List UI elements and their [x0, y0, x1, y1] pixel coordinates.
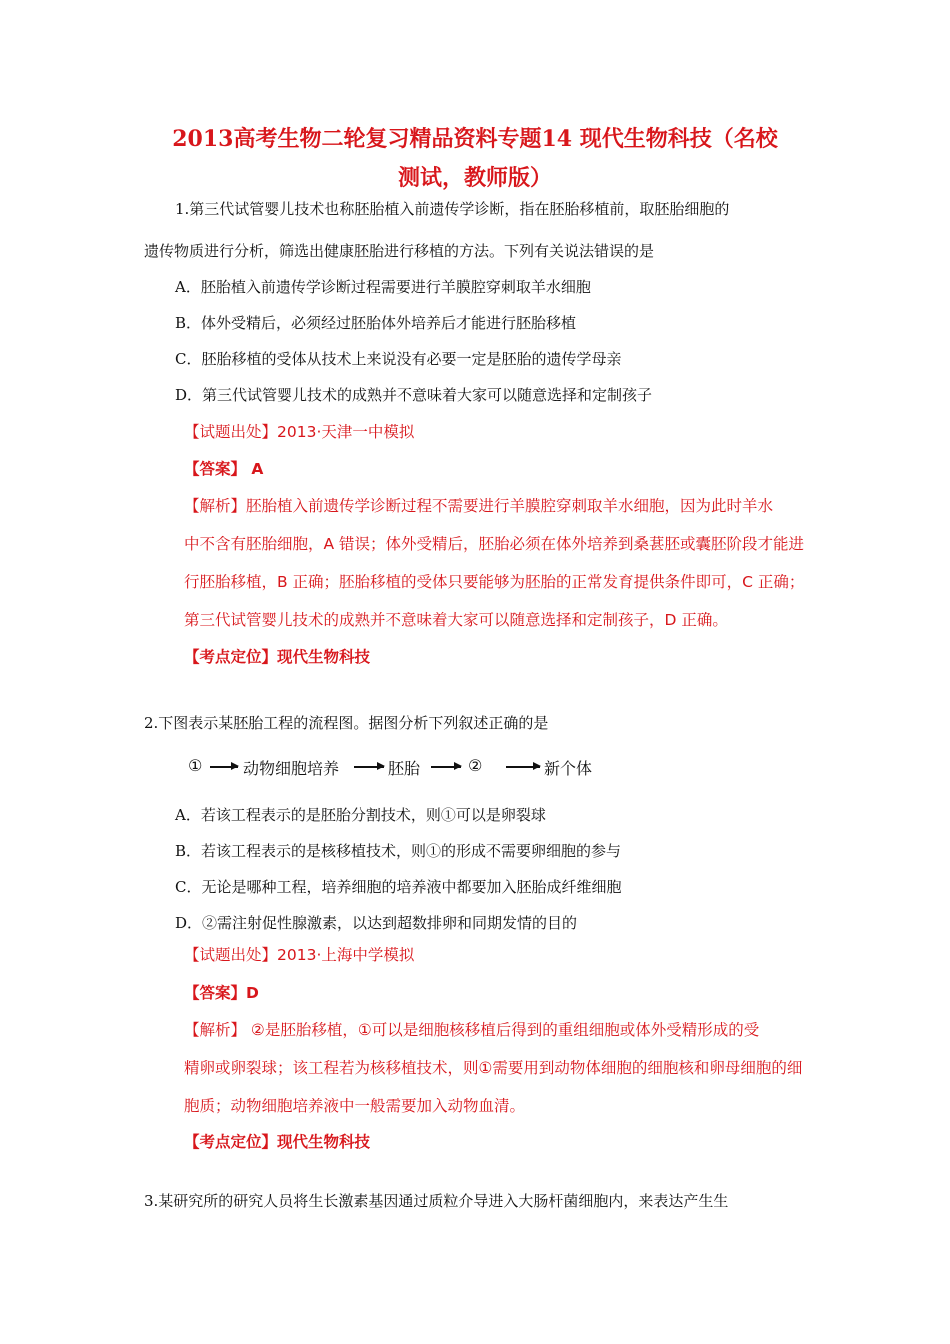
- q2-flow-diagram: [188, 752, 608, 782]
- q2-kaodian: 【考点定位】现代生物科技: [184, 1133, 371, 1151]
- q1-stem-line1: 1.第三代试管婴儿技术也称胚胎植入前遗传学诊断，指在胚胎移植前，取胚胎细胞的: [175, 200, 730, 218]
- q1-option-c: C．胚胎移植的受体从技术上来说没有必要一定是胚胎的遗传学母亲: [175, 350, 622, 368]
- q1-answer: 【答案】 A: [184, 460, 264, 478]
- q1-option-d: D．第三代试管婴儿技术的成熟并不意味着大家可以随意选择和定制孩子: [175, 386, 653, 404]
- q1-analysis-line1: 【解析】胚胎植入前遗传学诊断过程不需要进行羊膜腔穿刺取羊水细胞，因为此时羊水: [184, 497, 774, 515]
- q2-answer: 【答案】D: [184, 984, 259, 1002]
- q1-option-b: B．体外受精后，必须经过胚胎体外培养后才能进行胚胎移植: [175, 314, 577, 332]
- q2-option-d: D．②需注射促性腺激素，以达到超数排卵和同期发情的目的: [175, 914, 578, 932]
- flow-step-3: 胚胎: [388, 759, 421, 778]
- flow-arrow-icon: [210, 766, 238, 768]
- flow-arrow-icon: [354, 766, 384, 768]
- q2-option-a: A．若该工程表示的是胚胎分割技术，则①可以是卵裂球: [175, 806, 546, 824]
- q2-source: 【试题出处】2013·上海中学模拟: [184, 946, 415, 964]
- flow-step-4: ②: [468, 756, 483, 775]
- document-title-line2: 测试，教师版）: [397, 165, 552, 191]
- q1-analysis-line4: 第三代试管婴儿技术的成熟并不意味着大家可以随意选择和定制孩子，D 正确。: [184, 611, 728, 629]
- flow-arrow-icon: [506, 766, 540, 768]
- q1-analysis-line2: 中不含有胚胎细胞，A 错误；体外受精后，胚胎必须在体外培养到桑葚胚或囊胚阶段才能进: [184, 535, 805, 553]
- q2-analysis-line2: 精卵或卵裂球；该工程若为核移植技术，则①需要用到动物体细胞的细胞核和卵母细胞的细: [184, 1059, 803, 1077]
- q1-stem-line2: 遗传物质进行分析，筛选出健康胚胎进行移植的方法。下列有关说法错误的是: [144, 242, 655, 260]
- flow-arrow-icon: [431, 766, 461, 768]
- q2-analysis-line3: 胞质；动物细胞培养液中一般需要加入动物血清。: [184, 1097, 526, 1115]
- document-title-line1: 2013高考生物二轮复习精品资料专题14 现代生物科技（名校: [172, 126, 778, 152]
- q3-stem: 3.某研究所的研究人员将生长激素基因通过质粒介导进入大肠杆菌细胞内，来表达产生生: [144, 1192, 729, 1210]
- q1-source: 【试题出处】2013·天津一中模拟: [184, 423, 415, 441]
- q1-option-a: A．胚胎植入前遗传学诊断过程需要进行羊膜腔穿刺取羊水细胞: [175, 278, 591, 296]
- q2-option-c: C．无论是哪种工程，培养细胞的培养液中都要加入胚胎成纤维细胞: [175, 878, 622, 896]
- q2-stem: 2.下图表示某胚胎工程的流程图。据图分析下列叙述正确的是: [144, 714, 549, 732]
- flow-step-2: 动物细胞培养: [243, 759, 340, 778]
- flow-step-5: 新个体: [544, 759, 593, 778]
- q2-option-b: B．若该工程表示的是核移植技术，则①的形成不需要卵细胞的参与: [175, 842, 622, 860]
- q1-analysis-line3: 行胚胎移植，B 正确；胚胎移植的受体只要能够为胚胎的正常发育提供条件即可，C 正确；: [184, 573, 805, 591]
- q2-analysis-line1: 【解析】 ②是胚胎移植，①可以是细胞核移植后得到的重组细胞或体外受精形成的受: [184, 1021, 760, 1039]
- flow-step-1: ①: [188, 756, 203, 775]
- q1-kaodian: 【考点定位】现代生物科技: [184, 648, 371, 666]
